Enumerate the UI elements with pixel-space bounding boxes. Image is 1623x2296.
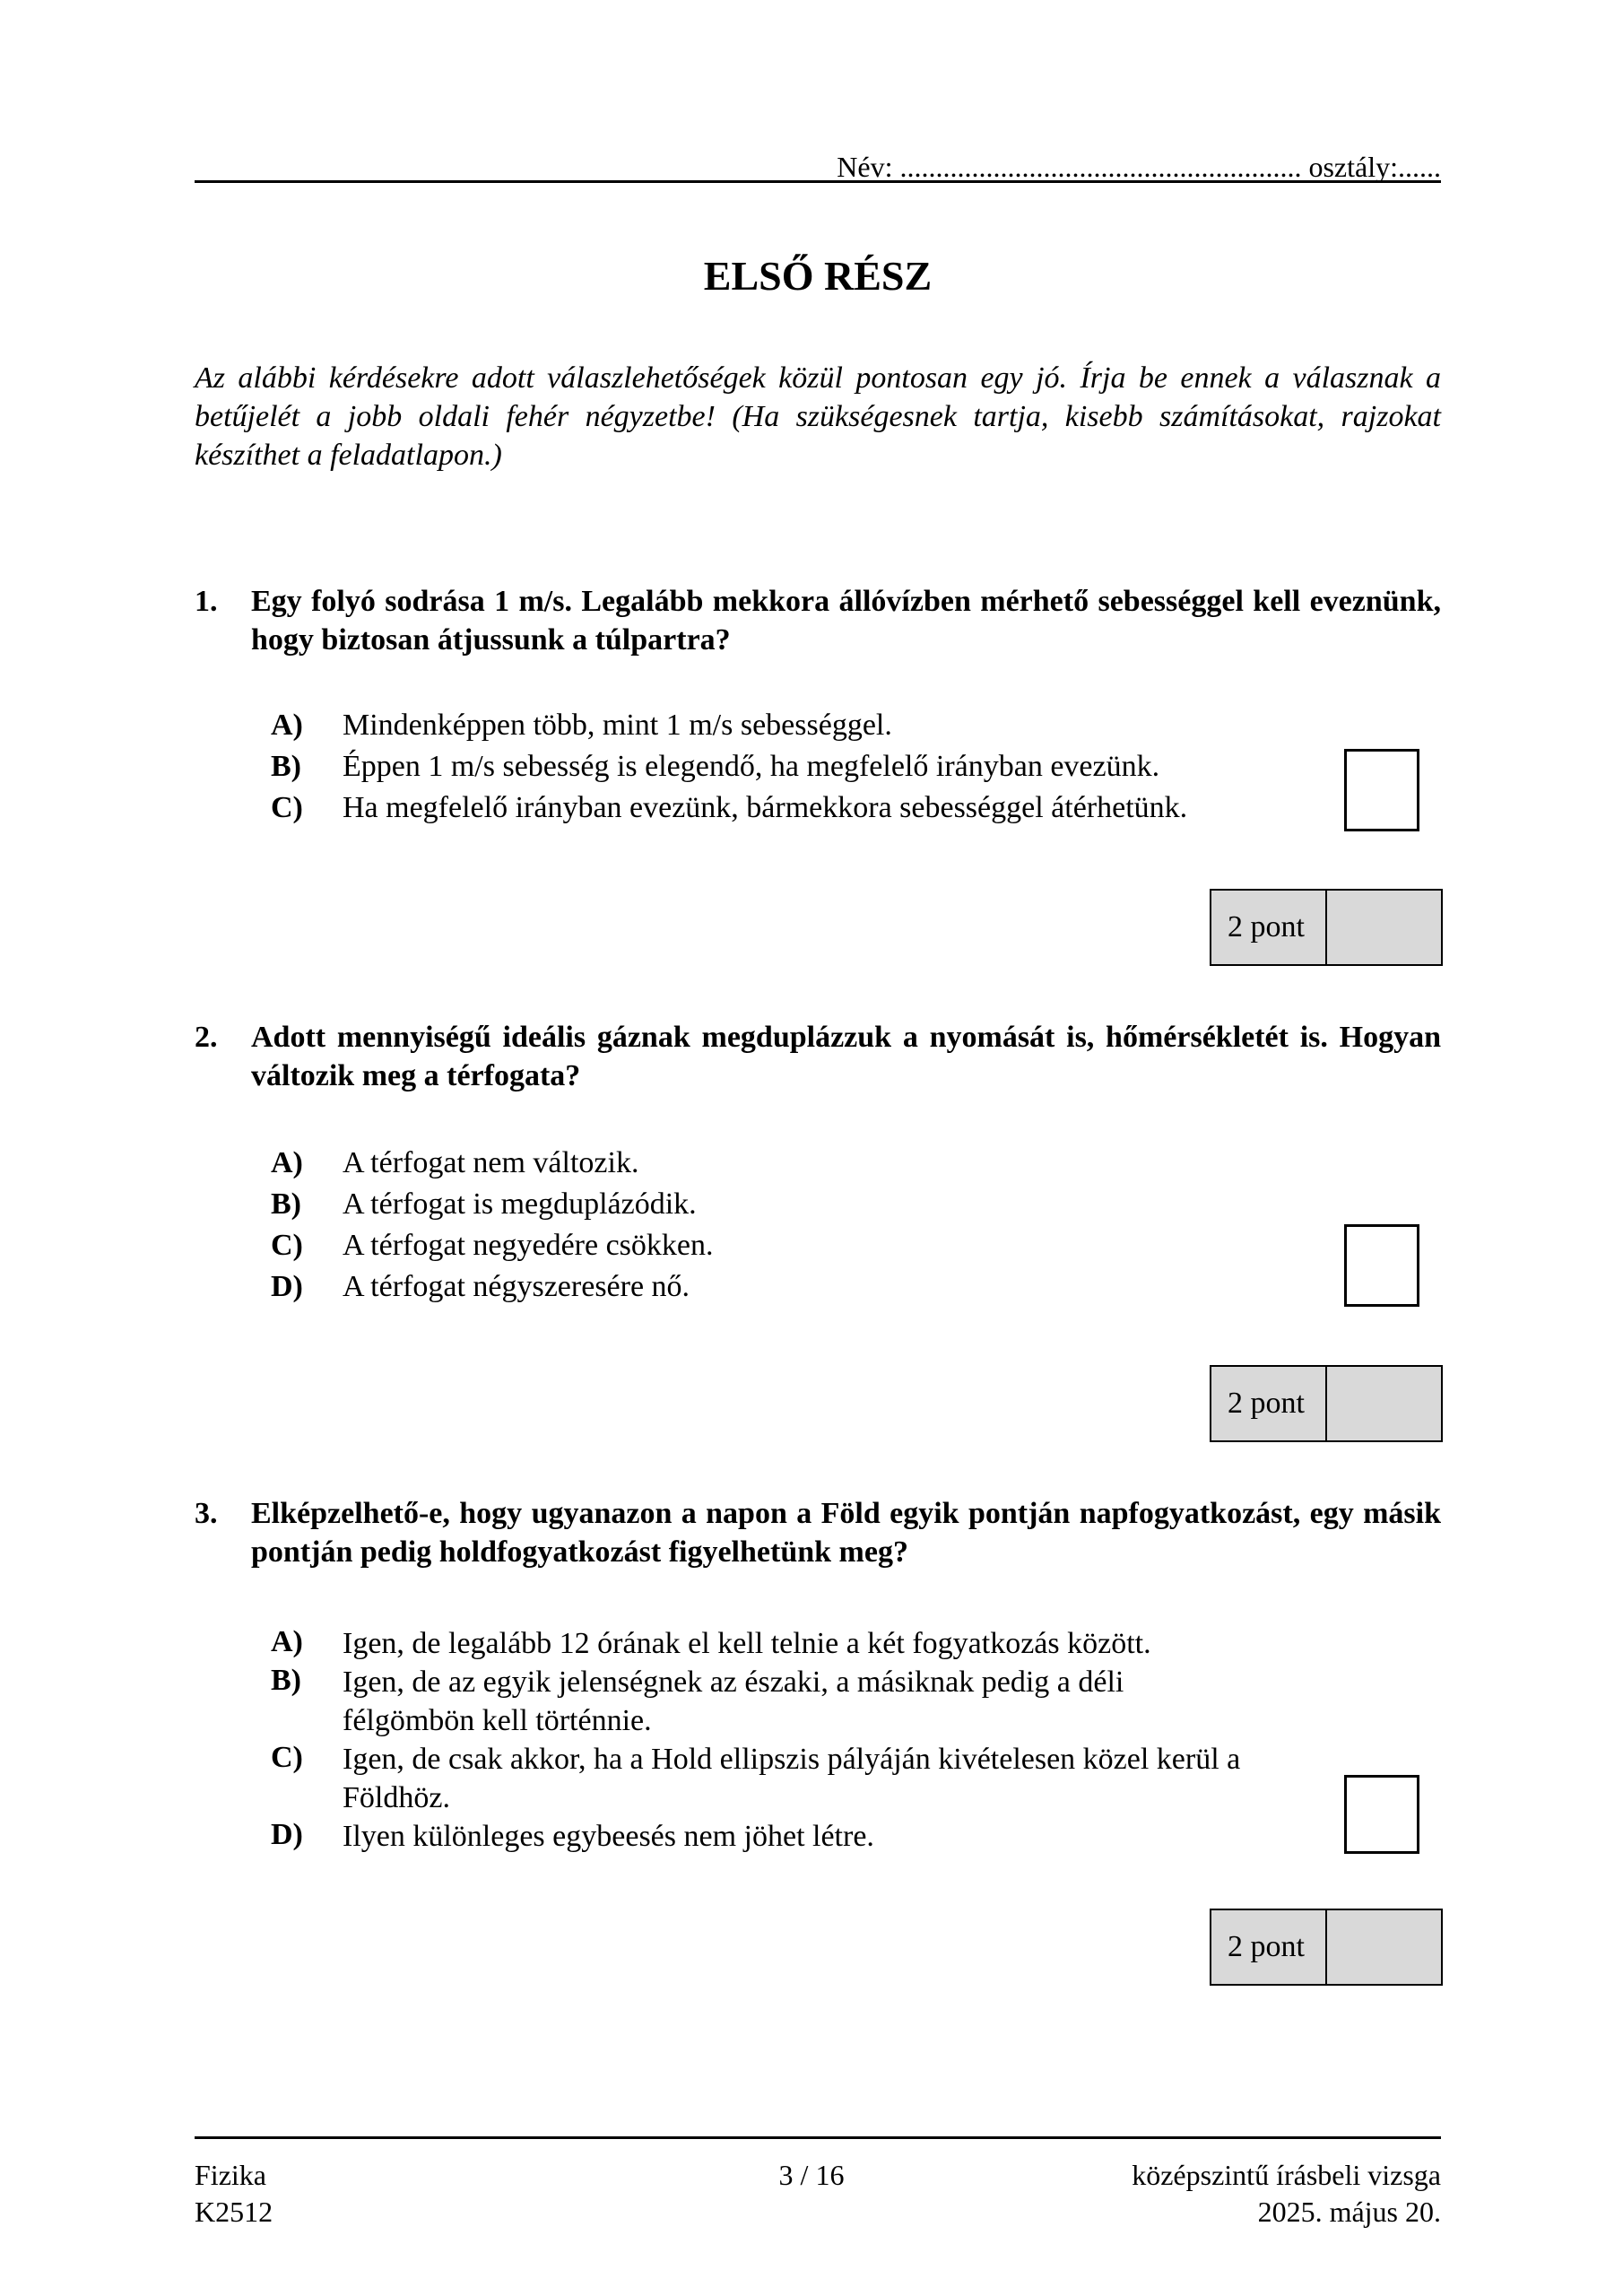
- question-2-text: Adott mennyiségű ideális gáznak megduplázzuk a nyomását is, hőmérsékletét is. Hogyan változik meg a térfogata?: [251, 1021, 1441, 1092]
- q3-option-d-letter: D): [271, 1818, 303, 1851]
- q3-points-label: 2 pont: [1211, 1910, 1327, 1984]
- student-name-class-line: Név: ........................................................ osztály:......: [837, 151, 1441, 183]
- footer-exam-type: középszintű írásbeli vizsga: [1132, 2159, 1441, 2191]
- footer-code: K2512: [195, 2196, 273, 2228]
- question-2-number: 2.: [195, 1021, 218, 1054]
- header-rule: [195, 180, 1441, 183]
- q3-option-a-letter: A): [271, 1625, 303, 1658]
- instructions: Az alábbi kérdésekre adott válaszlehetőségek közül pontosan egy jó. Írja be ennek a válasznak a betűjelét a jobb oldali fehér négyzetbe! (Ha szükségesnek tartja, kisebb számításokat, rajzokat készíthet a feladatlapon.): [195, 361, 1441, 472]
- q3-score-field[interactable]: [1327, 1910, 1441, 1984]
- q1-points-label: 2 pont: [1211, 891, 1327, 964]
- q3-answer-box[interactable]: [1344, 1775, 1419, 1854]
- q2-option-d-letter: D): [271, 1270, 303, 1303]
- footer-date: 2025. május 20.: [1257, 2196, 1441, 2228]
- q2-points-box: [1210, 1365, 1443, 1442]
- footer-subject: Fizika: [195, 2159, 266, 2191]
- q1-option-a-letter: A): [271, 709, 303, 742]
- q1-option-c-letter: C): [271, 791, 303, 824]
- q2-score-field[interactable]: [1327, 1367, 1441, 1440]
- q1-option-b-text: Éppen 1 m/s sebesség is elegendő, ha megfelelő irányban evezünk.: [343, 750, 1160, 783]
- q2-option-c-text: A térfogat negyedére csökken.: [343, 1229, 714, 1262]
- q2-points-label: 2 pont: [1211, 1367, 1327, 1440]
- q3-option-c-letter: C): [271, 1741, 303, 1774]
- q1-option-b-letter: B): [271, 750, 301, 783]
- q1-option-a-text: Mindenképpen több, mint 1 m/s sebességgel.: [343, 709, 892, 742]
- q1-answer-box[interactable]: [1344, 749, 1419, 831]
- q1-option-c-text: Ha megfelelő irányban evezünk, bármekkora sebességgel átérhetünk.: [343, 791, 1188, 824]
- q1-score-field[interactable]: [1327, 891, 1441, 964]
- q3-option-b-text: Igen, de az egyik jelenségnek az északi, a másiknak pedig a déli félgömbön kell történnie.: [343, 1665, 1124, 1737]
- q2-option-c-letter: C): [271, 1229, 303, 1262]
- part-title: ELSŐ RÉSZ: [703, 253, 933, 299]
- page-number: 3 / 16: [778, 2159, 845, 2191]
- q3-points-box: [1210, 1909, 1443, 1986]
- q2-answer-box[interactable]: [1344, 1224, 1419, 1307]
- q2-option-a-letter: A): [271, 1146, 303, 1179]
- question-1-text: Egy folyó sodrása 1 m/s. Legalább mekkora állóvízben mérhető sebességgel kell eveznünk, hogy biztosan átjussunk a túlpartra?: [251, 585, 1441, 657]
- question-3-number: 3.: [195, 1497, 218, 1530]
- q2-option-a-text: A térfogat nem változik.: [343, 1146, 639, 1179]
- q2-option-d-text: A térfogat négyszeresére nő.: [343, 1270, 690, 1303]
- q3-option-a-text: Igen, de legalább 12 órának el kell telnie a két fogyatkozás között.: [343, 1627, 1151, 1660]
- q3-option-c-text: Igen, de csak akkor, ha a Hold ellipszis pályáján kivételesen közel kerül a Földhöz.: [343, 1743, 1241, 1814]
- q3-option-d-text: Ilyen különleges egybeesés nem jöhet létre.: [343, 1820, 874, 1853]
- q2-option-b-text: A térfogat is megduplázódik.: [343, 1187, 697, 1221]
- question-1-number: 1.: [195, 585, 218, 618]
- question-3-text: Elképzelhető-e, hogy ugyanazon a napon a Föld egyik pontján napfogyatkozást, egy másik pontján pedig holdfogyatkozást figyelhetünk meg?: [251, 1497, 1441, 1569]
- q2-option-b-letter: B): [271, 1187, 301, 1221]
- q1-points-box: [1210, 889, 1443, 966]
- footer-rule: [195, 2136, 1441, 2139]
- q3-option-b-letter: B): [271, 1664, 301, 1697]
